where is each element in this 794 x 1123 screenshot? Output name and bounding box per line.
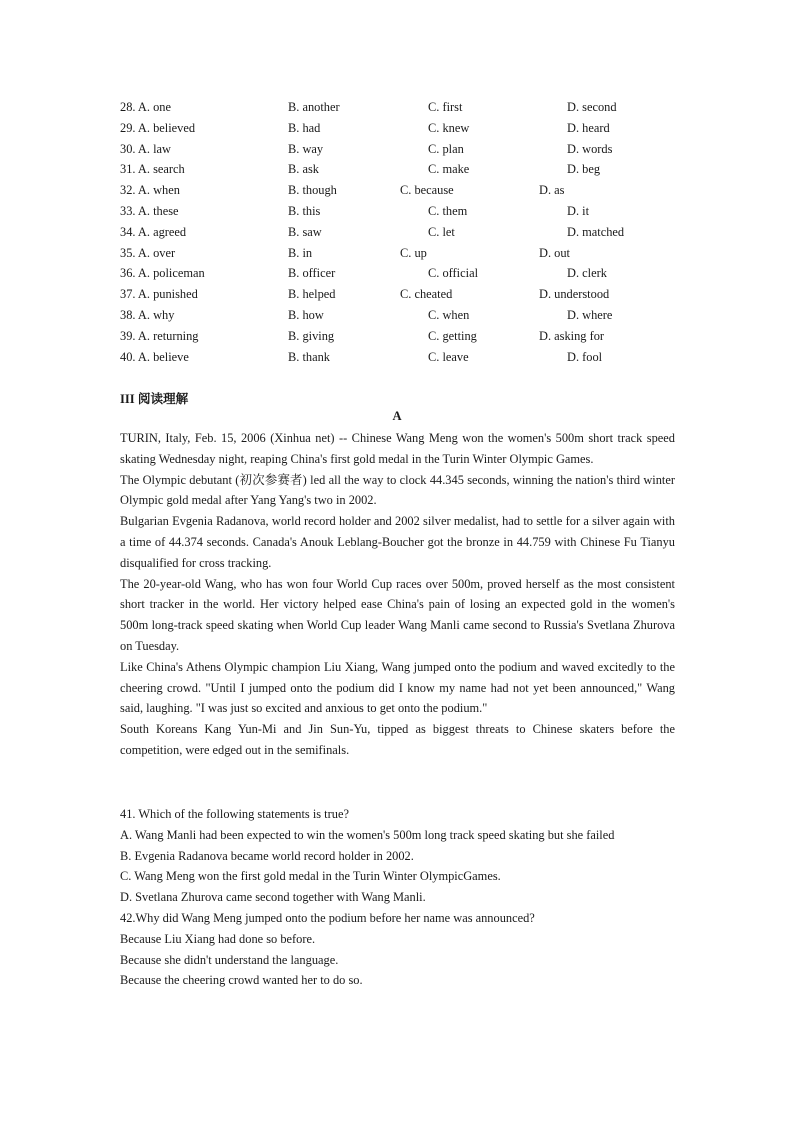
question-number: 36.: [120, 266, 136, 281]
option-c: C. knew: [428, 120, 470, 135]
question-option: A. Wang Manli had been expected to win the women's 500m long track speed skating but she failed: [120, 827, 615, 842]
option-b: B. thank: [288, 349, 330, 364]
option-d: D. asking for: [539, 328, 605, 343]
question-number: 37.: [120, 287, 136, 302]
option-c: C. make: [428, 162, 470, 177]
option-a: A. when: [137, 183, 180, 198]
option-d: D. words: [567, 141, 613, 156]
option-d: D. out: [539, 245, 570, 260]
passage-paragraph: Like China's Athens Olympic champion Liu Xiang, Wang jumped onto the podium and waved excitedly to the cheering crowd. "Until I jumped onto the podium did I know my name had not yet been announced," Wang said, laughing. "I was just so excited and anxious to get onto the podium.": [120, 659, 675, 716]
question-number: 35.: [120, 245, 136, 260]
option-a: A. believe: [137, 349, 189, 364]
option-a: A. punished: [137, 287, 198, 302]
option-b: B. helped: [288, 287, 336, 302]
question-number: 33.: [120, 203, 136, 218]
option-c: C. when: [428, 307, 470, 322]
option-a: A. policeman: [137, 266, 205, 281]
choice-a: [120, 139, 171, 160]
option-c: C. leave: [428, 349, 469, 364]
option-c: C. because: [400, 183, 454, 198]
choice-a: [120, 243, 175, 264]
option-d: D. understood: [539, 287, 610, 302]
choice-a: [120, 347, 189, 368]
choice-a: [120, 180, 180, 201]
choice-a: [120, 263, 205, 284]
question-number: 34.: [120, 224, 136, 239]
passage-letter: A: [392, 409, 402, 423]
question-number: 32.: [120, 183, 136, 198]
question-option: Because the cheering crowd wanted her to do so.: [120, 973, 363, 988]
option-a: A. over: [137, 245, 176, 260]
question-option: C. Wang Meng won the first gold medal in the Turin Winter OlympicGames.: [120, 869, 501, 884]
choice-a: [120, 222, 186, 243]
option-a: A. returning: [137, 328, 199, 343]
option-b: B. this: [288, 203, 321, 218]
option-d: D. as: [539, 183, 565, 198]
option-a: A. search: [137, 162, 185, 177]
option-a: A. law: [137, 141, 171, 156]
option-b: B. saw: [288, 224, 322, 239]
option-d: D. it: [567, 203, 590, 218]
option-c: C. first: [428, 100, 463, 114]
option-a: A. agreed: [137, 224, 187, 239]
choice-a: [120, 284, 198, 305]
question-number: 31.: [120, 162, 136, 177]
option-c: C. cheated: [400, 287, 453, 302]
option-c: C. up: [400, 245, 427, 260]
option-b: B. giving: [288, 328, 335, 343]
option-c: C. plan: [428, 141, 464, 156]
question-option: Because Liu Xiang had done so before.: [120, 931, 316, 946]
option-c: C. getting: [428, 328, 477, 343]
option-a: A. why: [137, 307, 175, 322]
option-d: D. clerk: [567, 266, 607, 281]
passage-paragraph: TURIN, Italy, Feb. 15, 2006 (Xinhua net) -- Chinese Wang Meng won the women's 500m short track speed skating Wednesday night, reaping China's first gold medal in the Turin Winter Olympic Games.: [120, 431, 675, 466]
question-option: D. Svetlana Zhurova came second together with Wang Manli.: [120, 890, 426, 905]
section-title: III 阅读理解: [120, 392, 189, 406]
question-number: 30.: [120, 141, 136, 156]
option-b: B. way: [288, 141, 324, 156]
option-b: B. another: [288, 100, 340, 114]
option-c: C. official: [428, 266, 479, 281]
option-a: A. these: [137, 203, 179, 218]
choice-a: [120, 305, 174, 326]
option-a: A. one: [137, 100, 171, 114]
choice-a: [120, 326, 198, 347]
option-d: D. beg: [567, 162, 601, 177]
question-option: B. Evgenia Radanova became world record holder in 2002.: [120, 848, 414, 863]
question-option: Because she didn't understand the language.: [120, 952, 339, 967]
reading-passage: [120, 428, 675, 761]
option-d: D. matched: [567, 224, 625, 239]
option-c: C. let: [428, 224, 455, 239]
option-d: D. heard: [567, 120, 610, 135]
option-d: D. fool: [567, 349, 603, 364]
option-b: B. officer: [288, 266, 336, 281]
passage-paragraph: The Olympic debutant (初次参赛者) led all the way to clock 44.345 seconds, winning the nation's third winter Olympic gold medal after Yang Yang's two in 2002.: [120, 472, 675, 508]
option-b: B. ask: [288, 162, 319, 177]
option-b: B. how: [288, 307, 324, 322]
passage-paragraph: The 20-year-old Wang, who has won four World Cup races over 500m, proved herself as the most consistent short tracker in the world. Her victory helped ease China's pain of losing an expected gold in the women's 500m long-track speed skating when World Cup leader Wang Manli came second to Russia's Svetlana Zhurova on Tuesday.: [120, 576, 675, 653]
passage-paragraph: South Koreans Kang Yun-Mi and Jin Sun-Yu, tipped as biggest threats to Chinese skaters before the competition, were edged out in the semifinals.: [120, 722, 675, 757]
choice-a: [120, 159, 185, 180]
question-stem: 41. Which of the following statements is true?: [120, 807, 349, 821]
question-stem: 42.Why did Wang Meng jumped onto the podium before her name was announced?: [120, 910, 535, 925]
choice-a: [120, 118, 195, 139]
comprehension-questions: [120, 804, 675, 991]
question-number: 29.: [120, 120, 136, 135]
choice-a: [120, 97, 171, 118]
option-a: A. believed: [137, 120, 196, 135]
option-c: C. them: [428, 203, 468, 218]
option-b: B. though: [288, 183, 337, 198]
option-b: B. in: [288, 245, 313, 260]
passage-paragraph: Bulgarian Evgenia Radanova, world record holder and 2002 silver medalist, had to settle for a silver again with a time of 44.374 seconds. Canada's Anouk Leblang-Boucher got the bronze in 44.759 with Chinese Fu Tianyu disqualified for cross tracking.: [120, 514, 675, 570]
option-d: D. where: [567, 307, 613, 322]
question-number: 28.: [120, 100, 136, 114]
option-b: B. had: [288, 120, 321, 135]
question-number: 39.: [120, 328, 136, 343]
option-d: D. second: [567, 100, 617, 114]
question-number: 40.: [120, 349, 136, 364]
question-number: 38.: [120, 307, 136, 322]
choice-a: [120, 201, 179, 222]
